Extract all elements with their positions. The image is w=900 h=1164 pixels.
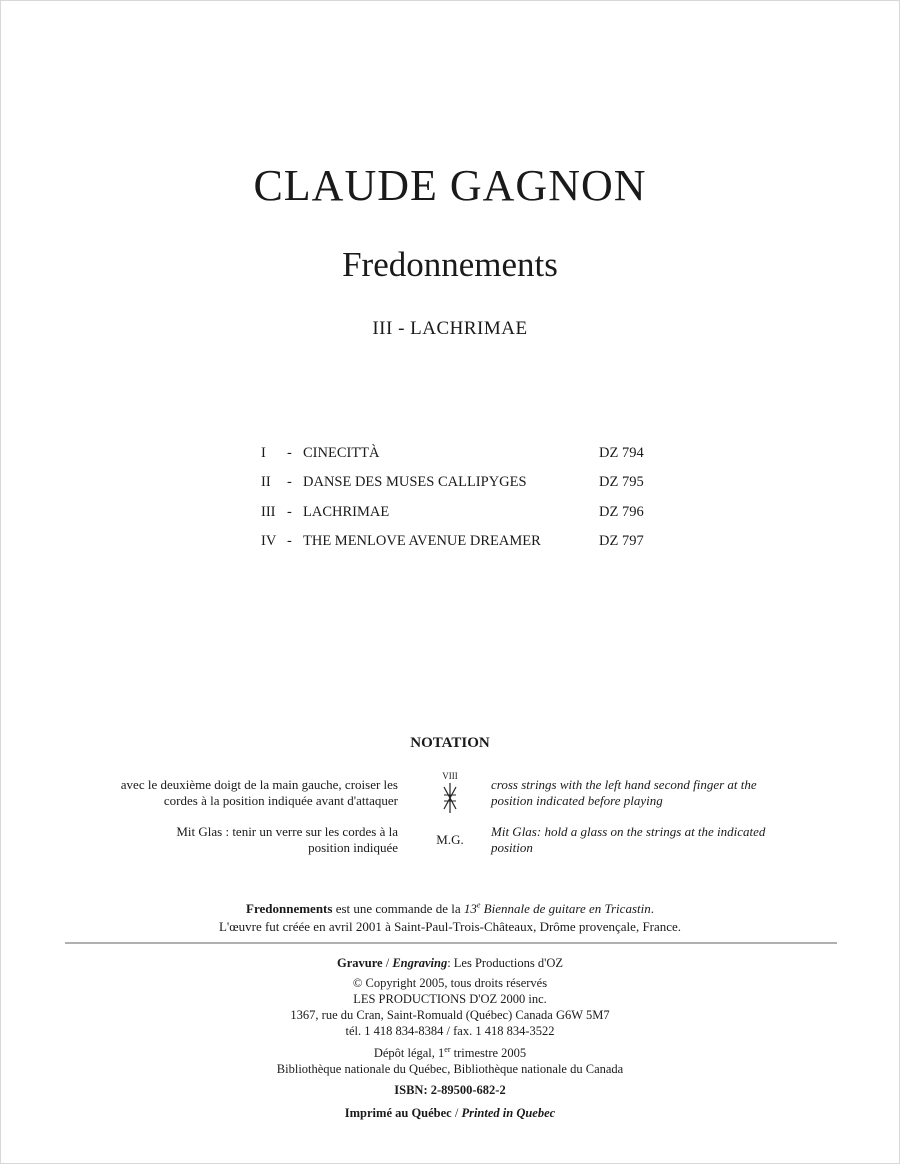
divider <box>65 942 837 944</box>
movement-number: I <box>261 445 266 461</box>
symbol-label: VIII <box>442 771 458 781</box>
printed-in <box>0 1106 900 1122</box>
libraries-line: Bibliothèque nationale du Québec, Bibliothèque nationale du Canada <box>276 1062 624 1076</box>
notation-french-text <box>38 777 398 809</box>
printed-sep: / <box>451 1106 462 1120</box>
notation-english-line: cross strings with the left hand second finger at the <box>491 777 757 792</box>
engraving-value: : Les Productions d'OZ <box>447 956 563 970</box>
movement-dash: - <box>287 504 292 520</box>
crossed-strings-icon <box>440 783 460 813</box>
engraving-fr: Gravure <box>336 956 383 970</box>
publisher-name: LES PRODUCTIONS D'OZ 2000 inc. <box>353 992 547 1006</box>
movement-number: IV <box>261 533 277 549</box>
commission-festival: Biennale de guitare en Tricastin <box>480 901 651 916</box>
notation-french-text <box>38 824 398 856</box>
isbn: ISBN: 2-89500-682-2 <box>394 1083 506 1097</box>
notation-english-line: position indicated before playing <box>491 793 663 808</box>
printed-fr: Imprimé au Québec <box>344 1106 452 1120</box>
notation-english-text <box>491 777 831 809</box>
notation-english-line: position <box>491 840 533 855</box>
commission-ordinal: 13 <box>463 901 477 916</box>
commission-end: . <box>650 901 654 916</box>
movement-catalog: DZ 795 <box>599 474 644 490</box>
commission-text: est une commande de la <box>332 901 464 916</box>
notation-french-line: avec le deuxième doigt de la main gauche, croiser les <box>120 777 398 792</box>
movement-title: CINECITTÀ <box>303 445 380 461</box>
commission-ordinal-sup: e <box>476 900 481 910</box>
movement-catalog: DZ 794 <box>599 445 644 461</box>
engraving-en: Engraving <box>392 956 448 970</box>
legal-deposit <box>0 1046 900 1062</box>
movement-number: II <box>261 474 271 490</box>
movement-title: LACHRIMAE <box>303 504 390 520</box>
notation-english-line: Mit Glas: hold a glass on the strings at the indicated <box>491 824 766 839</box>
movement-title: THE MENLOVE AVENUE DREAMER <box>303 533 541 549</box>
notation-french-line: cordes à la position indiquée avant d'attaquer <box>163 793 398 808</box>
movement-catalog: DZ 796 <box>599 504 644 520</box>
notation-french-line: Mit Glas : tenir un verre sur les cordes à la <box>176 824 398 839</box>
printed-en: Printed in Quebec <box>461 1106 556 1120</box>
notation-heading: NOTATION <box>410 735 490 751</box>
movement-catalog: DZ 797 <box>599 533 644 549</box>
movement-number: III <box>261 504 276 520</box>
commission-note <box>0 900 900 918</box>
deposit-post: trimestre 2005 <box>450 1046 527 1060</box>
notation-symbol-mg: M.G. <box>436 832 464 847</box>
publisher-phone: tél. 1 418 834-8384 / fax. 1 418 834-3522 <box>345 1024 555 1038</box>
notation-french-line: position indiquée <box>308 840 398 855</box>
composer-name: CLAUDE GAGNON <box>253 161 647 210</box>
deposit-sup: er <box>444 1044 451 1054</box>
work-title: Fredonnements <box>342 245 558 284</box>
engraving-sep: / <box>382 956 393 970</box>
commission-work: Fredonnements <box>246 901 333 916</box>
notation-english-text <box>491 824 831 856</box>
copyright-line: © Copyright 2005, tous droits réservés <box>352 976 548 990</box>
movement-dash: - <box>287 445 292 461</box>
notation-symbol <box>400 771 500 813</box>
movement-dash: - <box>287 533 292 549</box>
premiere-note: L'œuvre fut créée en avril 2001 à Saint-Paul-Trois-Châteaux, Drôme provençale, France. <box>218 919 682 934</box>
movement-title: DANSE DES MUSES CALLIPYGES <box>303 474 527 490</box>
movement-dash: - <box>287 474 292 490</box>
deposit-pre: Dépôt légal, 1 <box>373 1046 445 1060</box>
movement-subtitle: III - LACHRIMAE <box>372 318 528 339</box>
publisher-address: 1367, rue du Cran, Saint-Romuald (Québec) Canada G6W 5M7 <box>290 1008 610 1022</box>
engraving-credit <box>0 956 900 972</box>
